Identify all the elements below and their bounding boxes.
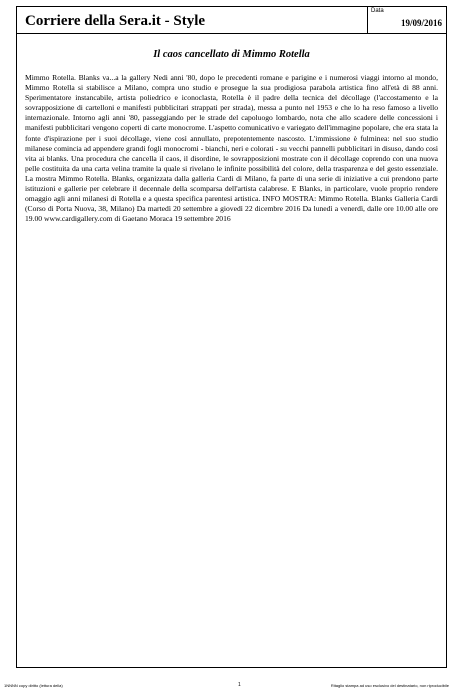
footer-left-text: 1NNNN copy diritto (lettura della) [4, 683, 63, 688]
footer [0, 680, 463, 692]
date-label: Data [371, 8, 384, 14]
article-body: Mimmo Rotella. Blanks va...a la gallery Nedi anni '80, dopo le precedenti romane e parigine e i numerosi viaggi intorno al mondo, Mimmo Rotella si stabilisce a Milano, compra uno studio e prosegue la sua prodigiosa parabola artistica fino all'età di 88 anni. Sperimentatore instancabile, artista poliedrico e iconoclasta, Rotella è il padre della tecnica del décollage (l'accostamento e la sovrapposizione di cartelloni e manifesti pubblicitari strappati per strada), messa a punto nel 1953 e che lo ha reso famoso a livello internazionale. Intorno agli anni '80, passeggiando per le strade del capoluogo lombardo, nota che allo scadere delle concessioni i manifesti pubblicitari vengono coperti di carte monocrome. L'aspetto comunicativo e variegato dell'immagine popolare, che era stata la fonte d'ispirazione per i suoi décollage, viene così annullato, prepotentemente nascosto. L'immissione è fulminea: nel suo studio milanese comincia ad appendere grandi fogli monocromi - bianchi, neri e colorati - su vecchi pannelli pubblicitari in disuso, dando così vita ai blanks. Una procedura che cancella il caos, il disordine, le sovrapposizioni mostrate con il décollage coprendo con una nuova pelle costituita da una carta velina tramite la quale si rivelano le infinite possibilità del colore, della trasparenza e del gesto essenziale. La mostra Mimmo Rotella. Blanks, organizzata dalla galleria Cardi di Milano, fa parte di una serie di iniziative a cui prendono parte istituzioni e gallerie per celebrare il decennale della scomparsa dell'artista calabrese. E Blanks, in particolare, vuole proprio rendere omaggio agli anni milanesi di Rotella e a questa specifica parentesi artistica. INFO MOSTRA: Mimmo Rotella. Blanks Galleria Cardi (Corso di Porta Nuova, 38, Milano) Da martedì 20 settembre a giovedì 22 dicembre 2016 Da lunedì a venerdì, dalle ore 10.00 alle ore 19.00 www.cardigallery.com di Gaetano Moraca 19 settembre 2016 [25, 73, 438, 224]
date-box [367, 7, 446, 33]
article-content [17, 34, 446, 667]
date-value: 19/09/2016 [400, 18, 442, 28]
page-frame [16, 6, 447, 668]
publication-title: Corriere della Sera.it - Style [25, 13, 206, 29]
footer-right-text: Ritaglio stampa ad uso esclusivo del destinatario, non riproducibile [330, 683, 449, 688]
page-number: 1 [238, 682, 241, 688]
header [17, 7, 446, 34]
article-title: Il caos cancellato di Mimmo Rotella [153, 49, 310, 60]
